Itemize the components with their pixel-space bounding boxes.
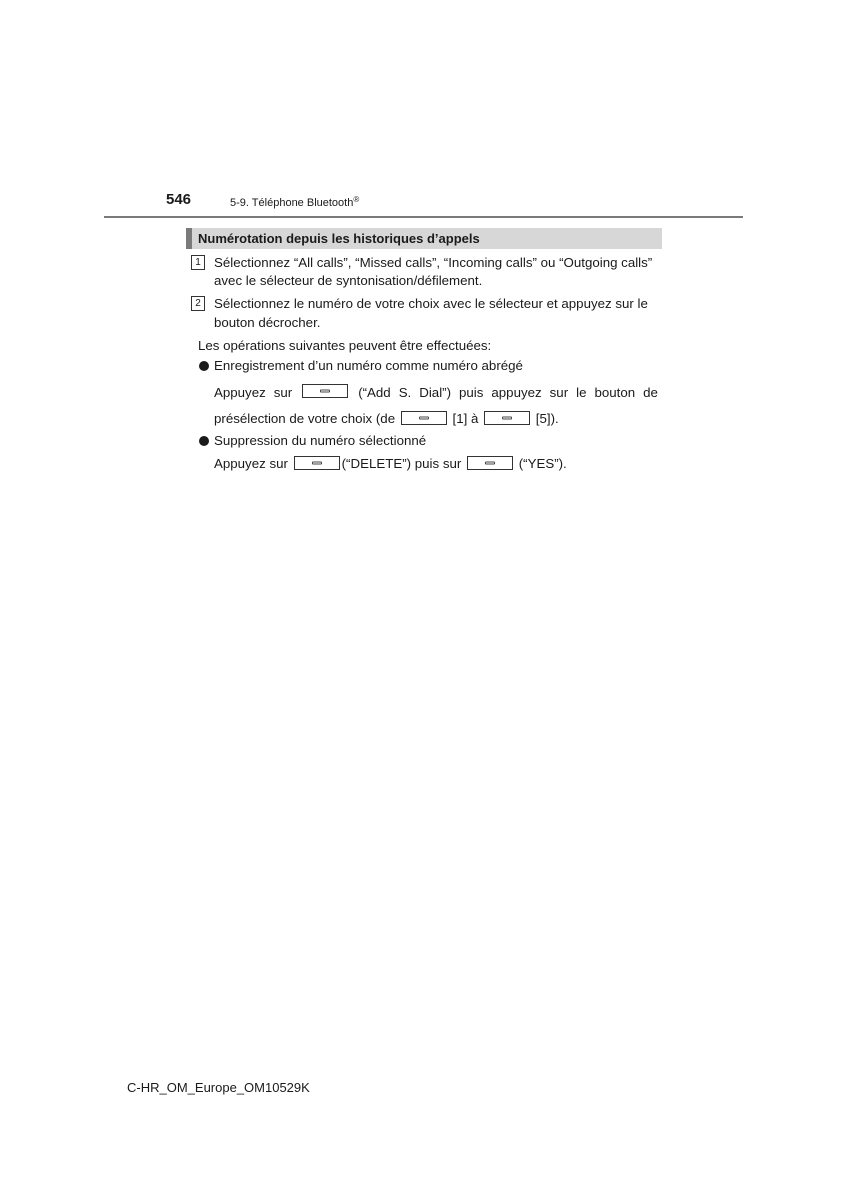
section-title xyxy=(230,195,359,209)
document-code: C-HR_OM_Europe_OM10529K xyxy=(127,1080,310,1095)
subsection-heading-bar xyxy=(186,228,662,249)
step-2-text-line-2: bouton décrocher. xyxy=(214,315,321,330)
step-1-text-line-2: avec le sélecteur de syntonisation/défilement. xyxy=(214,273,483,288)
word: sur xyxy=(549,385,569,400)
step-2-badge: 2 xyxy=(191,296,205,311)
bullet-icon xyxy=(199,436,209,446)
bullet-1-line-1 xyxy=(214,384,658,402)
operations-intro: Les opérations suivantes peuvent être effectuées: xyxy=(198,338,492,353)
text-segment: (“DELETE”) puis sur xyxy=(341,456,462,471)
text-segment: [1] à xyxy=(452,411,479,426)
word: sur xyxy=(273,385,293,400)
audio-panel-button-icon xyxy=(302,384,348,398)
text-segment: Appuyez sur xyxy=(214,456,288,471)
word: le xyxy=(576,385,587,400)
bullet-1-line-2 xyxy=(214,410,559,428)
step-2-text-line-1: Sélectionnez le numéro de votre choix avec le sélecteur et appuyez sur le xyxy=(214,296,648,311)
word: appuyez xyxy=(491,385,542,400)
preset-button-icon xyxy=(401,411,447,425)
word: S. xyxy=(398,385,412,400)
text-segment: (“YES”). xyxy=(518,456,567,471)
audio-panel-button-icon xyxy=(294,456,340,470)
bullet-2-title: Suppression du numéro sélectionné xyxy=(214,433,427,448)
text-segment: [5]). xyxy=(535,411,559,426)
word: (“Add xyxy=(358,385,391,400)
word: puis xyxy=(459,385,484,400)
page-number: 546 xyxy=(166,191,192,208)
word: Appuyez xyxy=(214,385,266,400)
step-1-text-line-1: Sélectionnez “All calls”, “Missed calls”, “Incoming calls” ou “Outgoing calls” xyxy=(214,255,653,270)
word: bouton xyxy=(594,385,636,400)
preset-button-icon xyxy=(484,411,530,425)
step-1-badge: 1 xyxy=(191,255,205,270)
bullet-2-line-1 xyxy=(214,455,567,473)
section-title-text: 5-9. Téléphone Bluetooth xyxy=(230,197,354,209)
text-segment: présélection de votre choix (de xyxy=(214,411,396,426)
subsection-heading: Numérotation depuis les historiques d’appels xyxy=(198,231,480,246)
word: Dial”) xyxy=(419,385,452,400)
registered-mark: ® xyxy=(353,195,360,204)
header-divider xyxy=(104,216,743,218)
word: de xyxy=(643,385,658,400)
bullet-1-title: Enregistrement d’un numéro comme numéro abrégé xyxy=(214,358,523,373)
bullet-icon xyxy=(199,361,209,371)
audio-panel-button-icon xyxy=(467,456,513,470)
